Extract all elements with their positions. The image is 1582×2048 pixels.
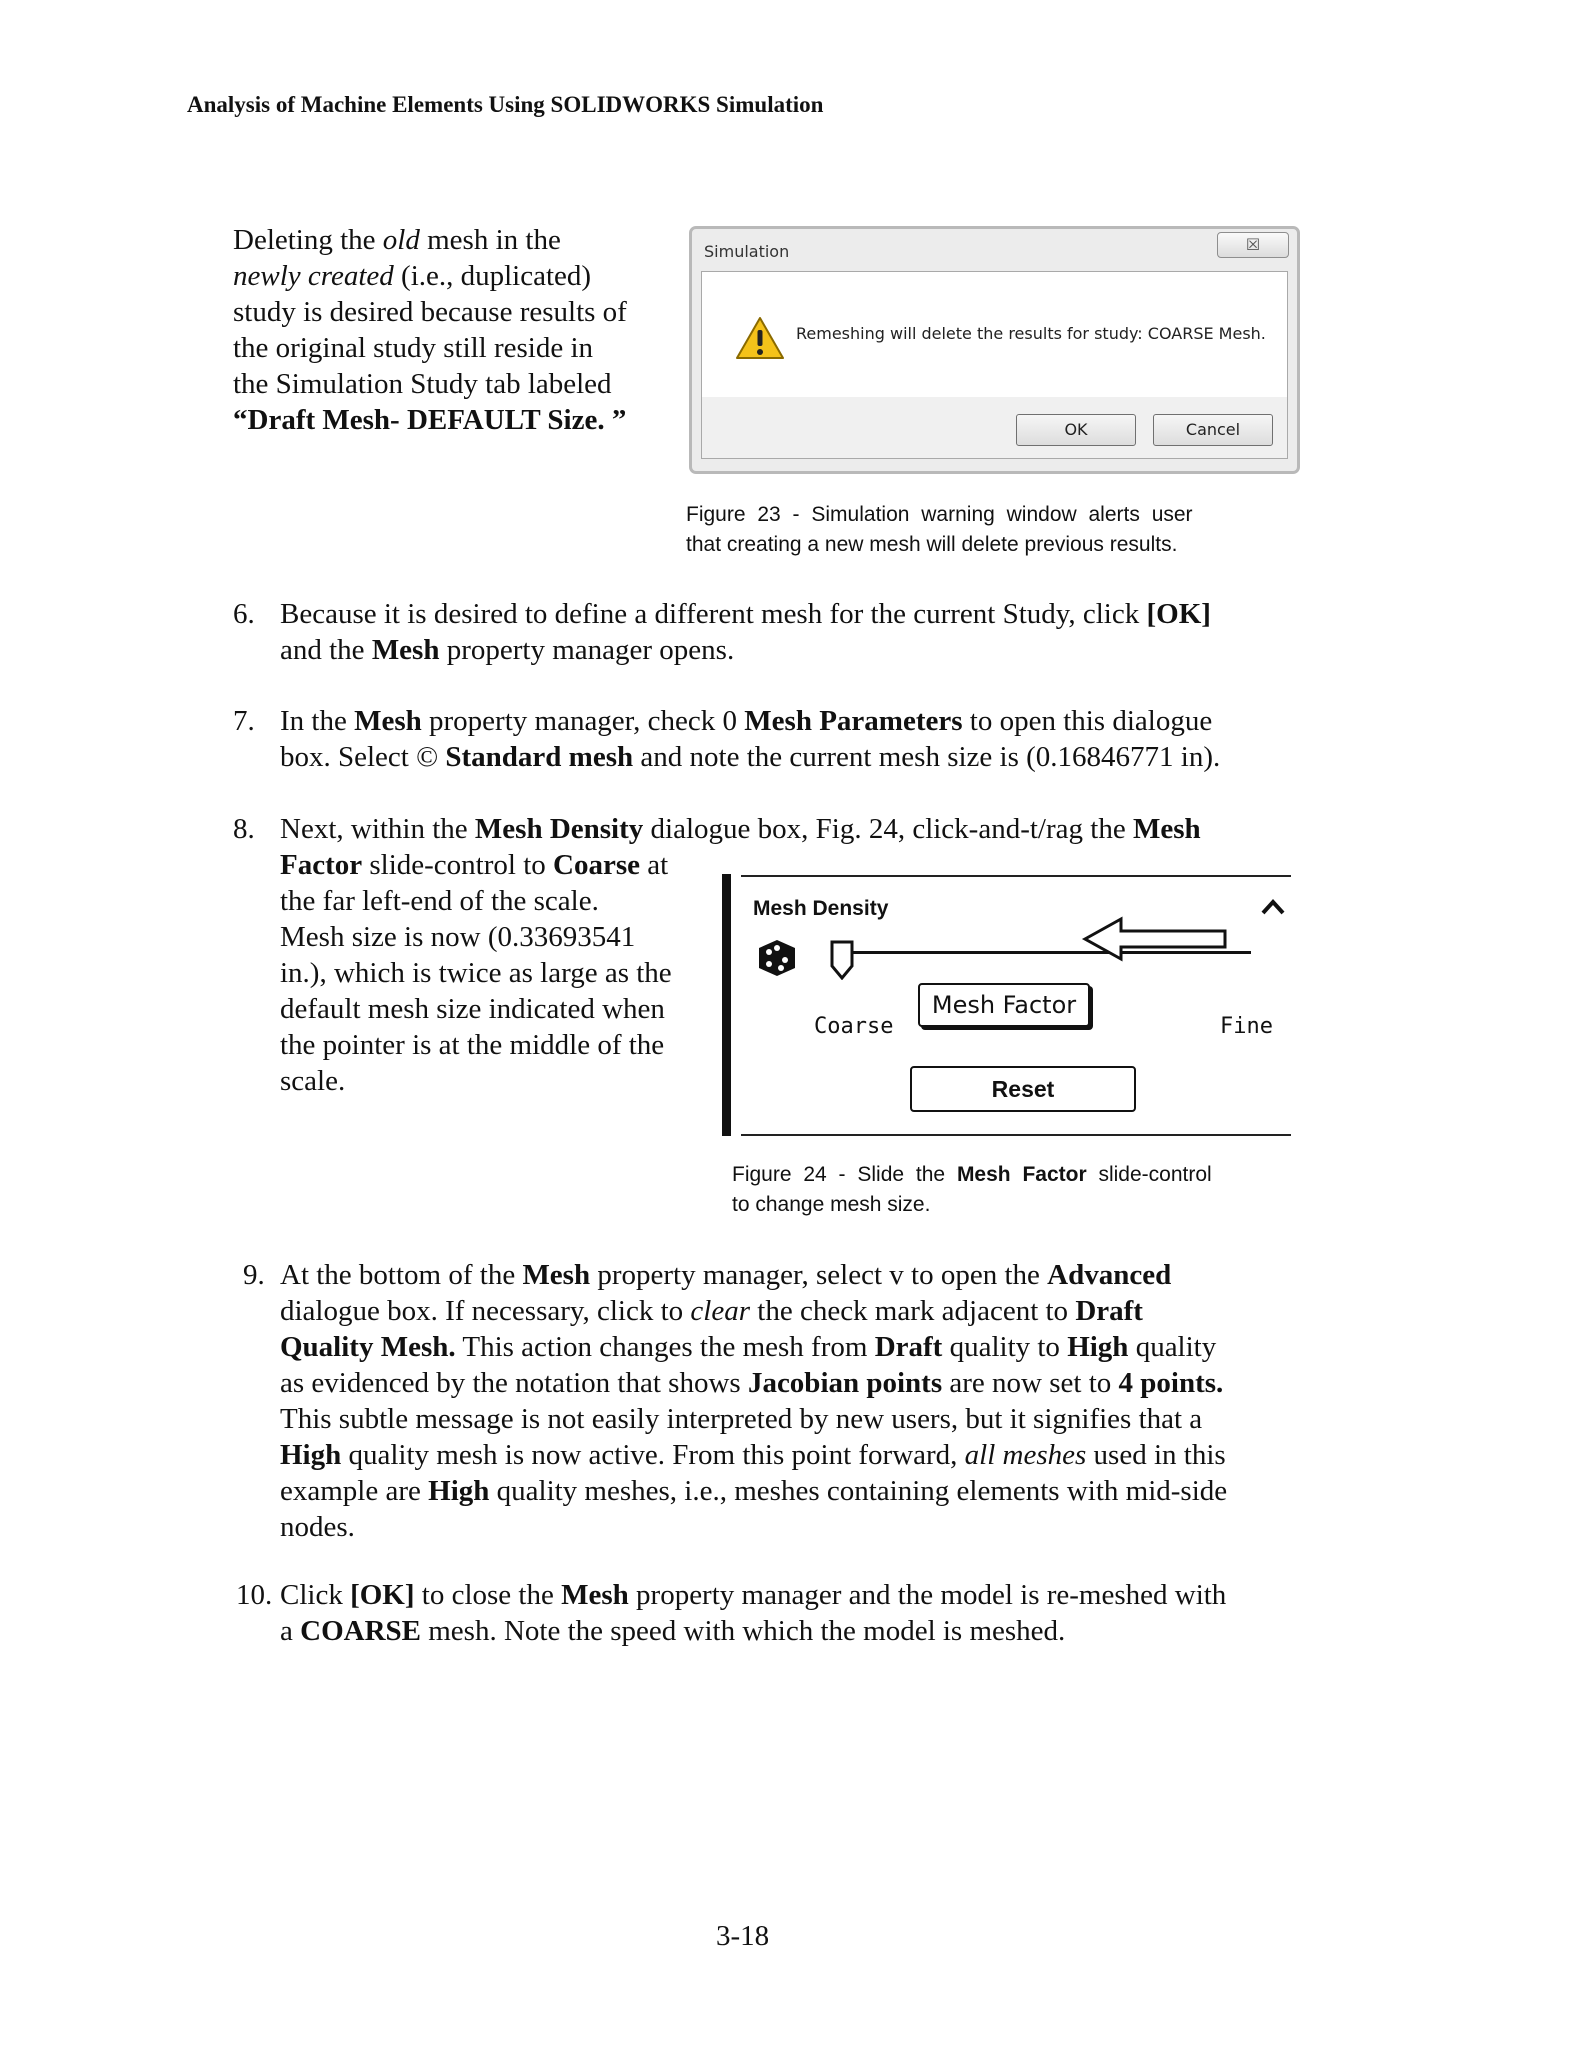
divider	[741, 875, 1291, 877]
simulation-dialog	[689, 226, 1300, 474]
coarse-label: Coarse	[814, 1014, 894, 1039]
ok-button[interactable]: OK	[1016, 414, 1136, 446]
fine-label: Fine	[1220, 1014, 1273, 1039]
step-number: 8.	[233, 813, 255, 845]
step-number: 7.	[233, 705, 255, 737]
warning-icon	[735, 316, 785, 360]
step-10: 10. Click [OK] to close the Mesh property manager and the model is re-meshed with a COARSE mesh. Note the speed with which the model is meshed.	[236, 1579, 1227, 1647]
cancel-button[interactable]: Cancel	[1153, 414, 1273, 446]
running-head: Analysis of Machine Elements Using SOLIDWORKS Simulation	[187, 92, 824, 117]
close-icon: ☒	[1245, 235, 1261, 254]
mesh-cube-icon	[757, 938, 797, 978]
step-6: 6. Because it is desired to define a different mesh for the current Study, click [OK] and the Mesh property manager opens.	[233, 598, 1211, 666]
chevron-up-icon[interactable]	[1259, 896, 1287, 918]
intro-paragraph: Deleting the old mesh in the newly created (i.e., duplicated) study is desired because results of the original study still reside in the Simulation Study tab labeled “Draft Mesh- DEFAULT Size. ”	[233, 224, 627, 436]
figure-24-caption: Figure 24 - Slide the Mesh Factor slide-control to change mesh size.	[732, 1163, 1212, 1216]
dialog-title: Simulation	[704, 242, 790, 261]
arrow-left-icon	[1081, 915, 1230, 963]
mesh-factor-tooltip: Mesh Factor	[918, 983, 1090, 1027]
page-number: 3-18	[716, 1920, 770, 1952]
mesh-factor-slider-thumb[interactable]	[829, 940, 855, 980]
reset-button[interactable]: Reset	[910, 1066, 1136, 1112]
dialog-message-row	[702, 272, 1287, 397]
dialog-body	[701, 271, 1288, 459]
step-7: 7. In the Mesh property manager, check 0 Mesh Parameters to open this dialogue box. Select © Standard mesh and note the current mesh size is (0.16846771 in).	[233, 705, 1221, 773]
mesh-density-title: Mesh Density	[753, 897, 889, 920]
step-number: 10.	[236, 1579, 273, 1611]
dialog-footer	[702, 397, 1287, 458]
panel-border	[722, 874, 731, 1136]
divider	[741, 1134, 1291, 1136]
step-number: 9.	[243, 1259, 265, 1291]
close-button[interactable]	[1217, 232, 1289, 258]
step-8: 8. Next, within the Mesh Density dialogue box, Fig. 24, click-and-t/rag the Mesh Factor slide-control to Coarse at the far left-end of the scale. Mesh size is now (0.33693541 in.), which is twice as large as the default mesh size indicated when the pointer is at the middle of the scale.	[233, 813, 1201, 1097]
step-number: 6.	[233, 598, 255, 630]
figure-23-caption: Figure 23 - Simulation warning window alerts user that creating a new mesh will delete previous results.	[686, 503, 1193, 556]
step-9: 9. At the bottom of the Mesh property manager, select v to open the Advanced dialogue box. If necessary, click to clear the check mark adjacent to Draft Quality Mesh. This action changes the mesh from Draft quality to High quality as evidenced by the notation that shows Jacobian points are now set to 4 points. This subtle message is not easily interpreted by new users, but it signifies that a High quality mesh is now active. From this point forward, all meshes used in this example are High quality meshes, i.e., meshes containing elements with mid-side nodes.	[243, 1259, 1228, 1543]
dialog-message: Remeshing will delete the results for study: COARSE Mesh.	[796, 324, 1266, 343]
